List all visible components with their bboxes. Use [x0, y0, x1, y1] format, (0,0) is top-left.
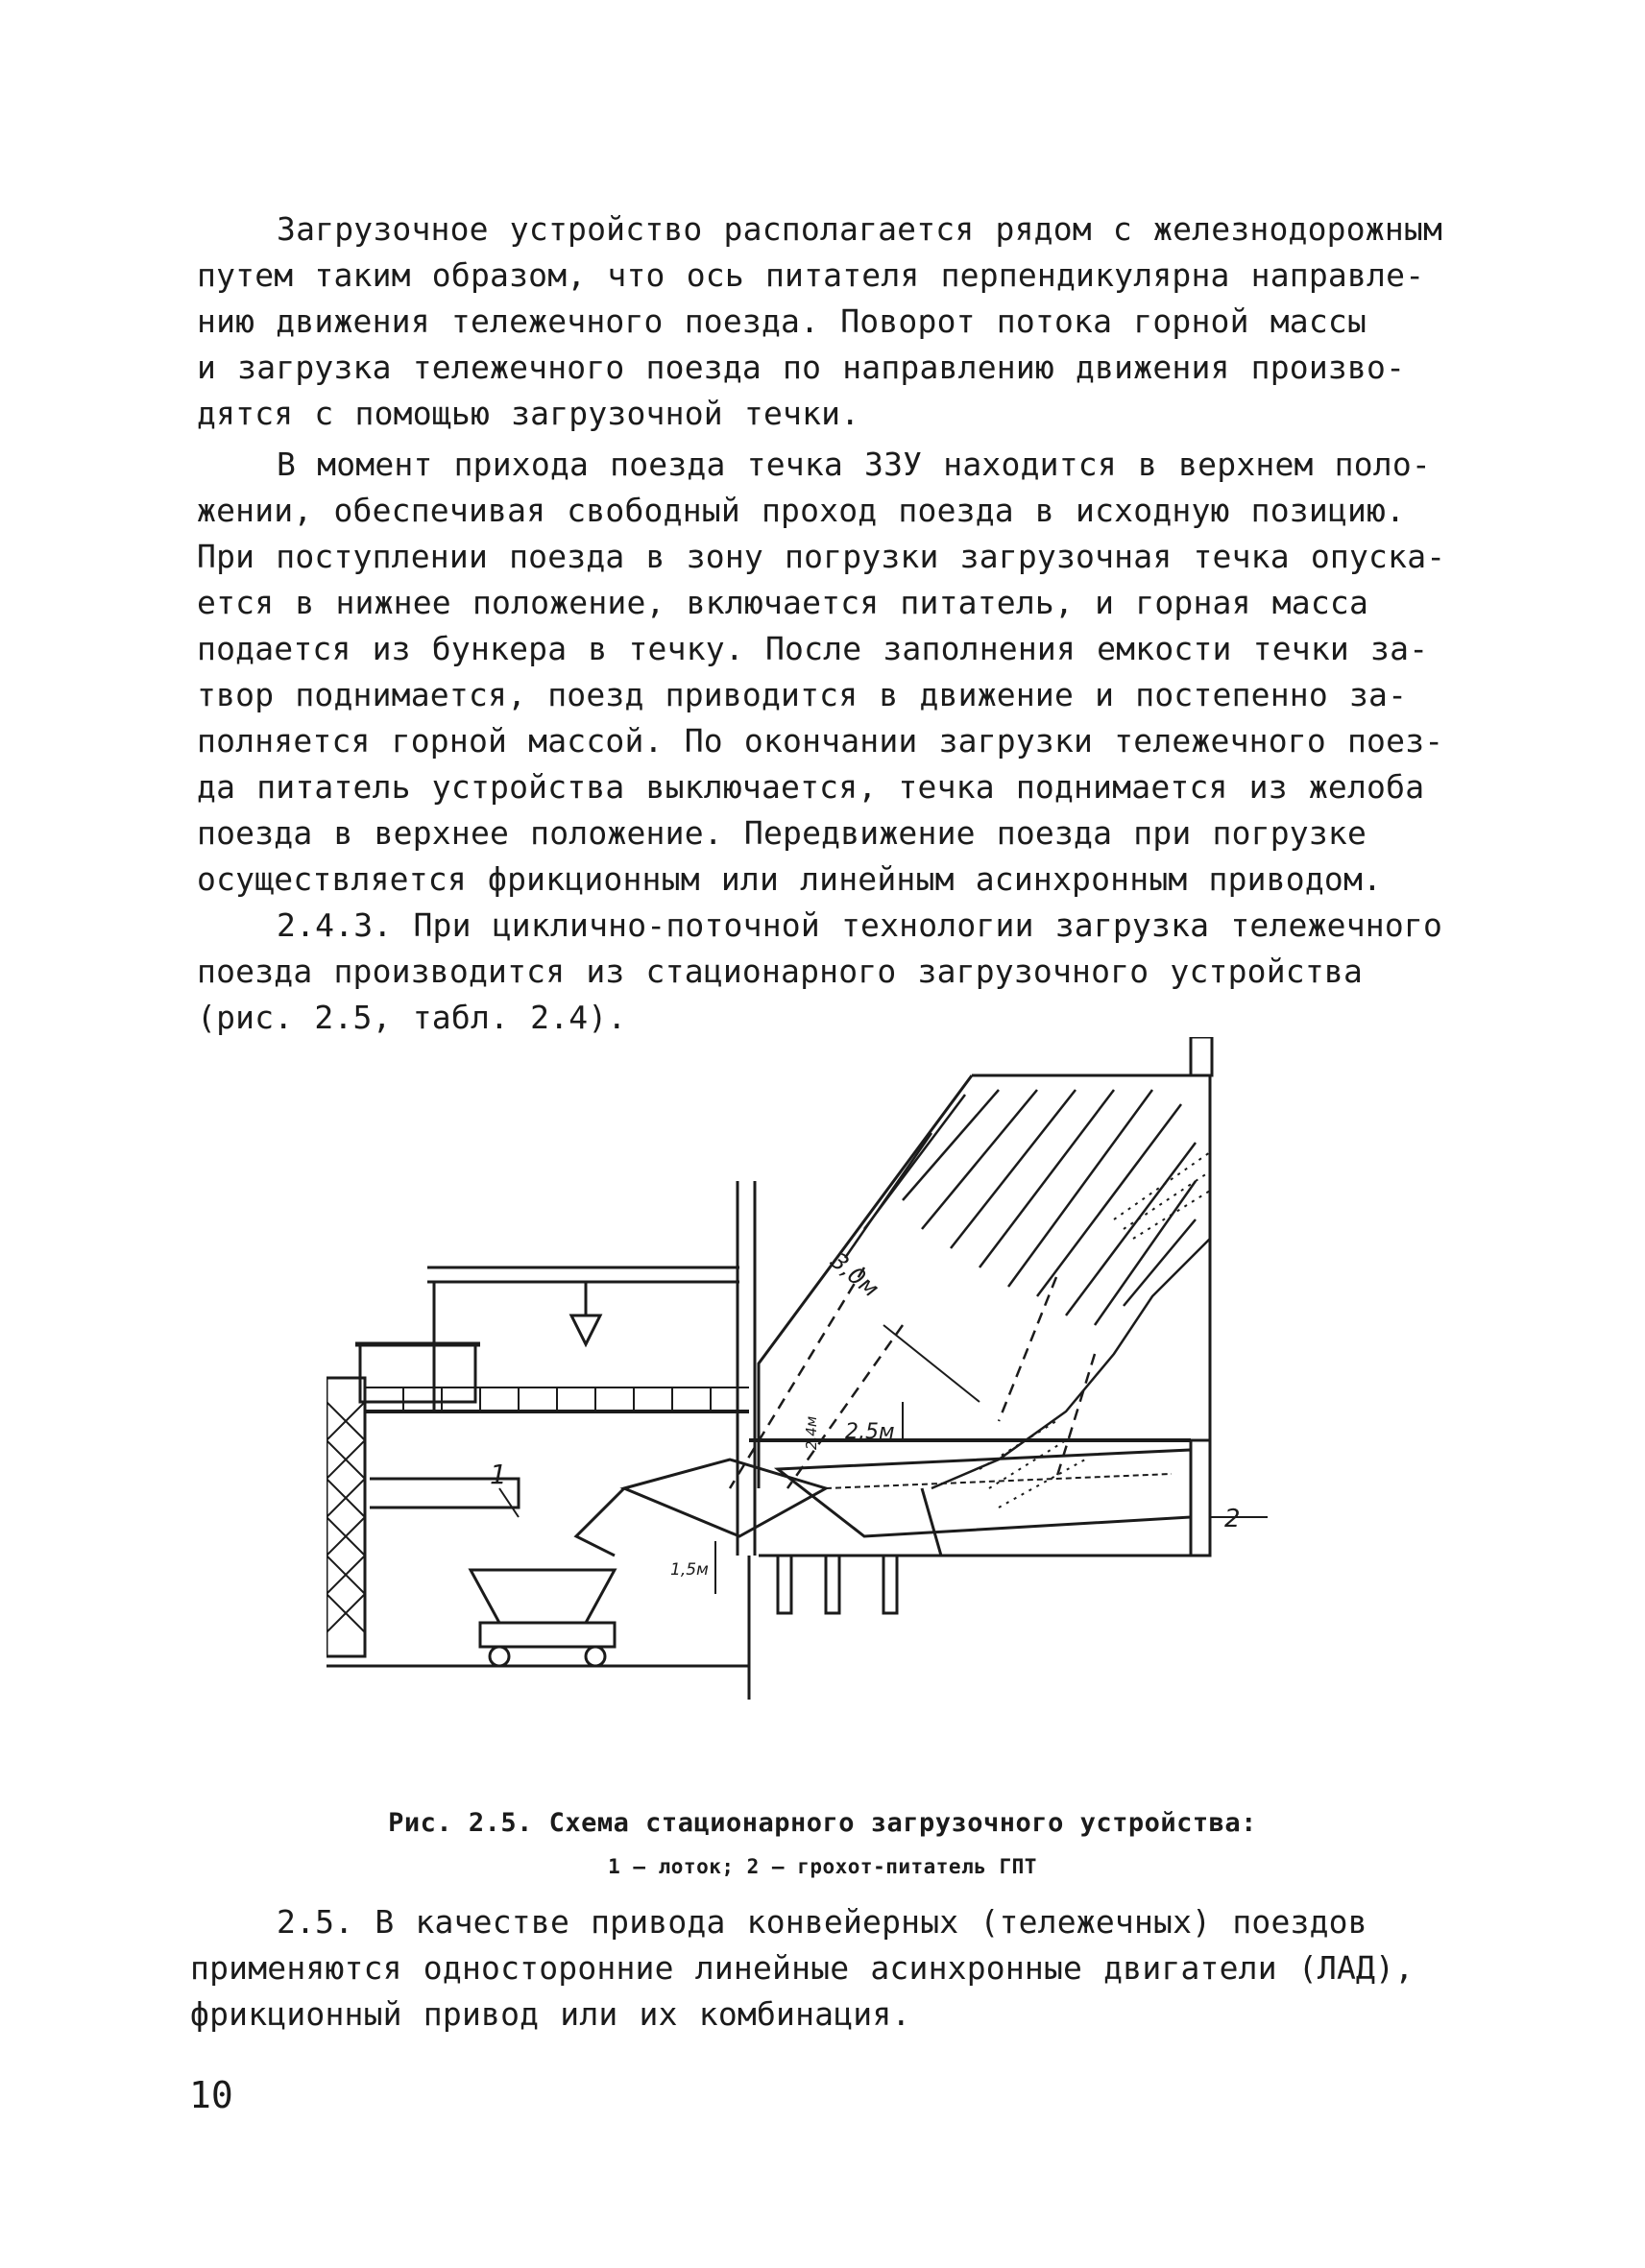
text-line: фрикционный привод или их комбинация. — [190, 1995, 911, 2033]
feeder-tray — [778, 1450, 1191, 1536]
text-line: нию движения тележечного поезда. Поворот потока горной массы — [197, 302, 1367, 340]
text-line: 2.5. В качестве привода конвейерных (тележечных) поездов — [277, 1903, 1367, 1941]
callout-label-1: 1 — [490, 1459, 507, 1490]
text-line: поезда производится из стационарного загрузочного устройства — [197, 953, 1364, 990]
slope-hatching — [845, 1090, 1196, 1325]
dimension-label-2-4m: 2,4м — [803, 1415, 820, 1450]
wagon-bogie — [480, 1623, 615, 1647]
top-post — [1191, 1037, 1212, 1075]
pile — [826, 1556, 839, 1613]
text-line: применяются односторонние линейные асинхронные двигатели (ЛАД), — [190, 1949, 1415, 1987]
pile — [883, 1556, 897, 1613]
figure-caption: Рис. 2.5. Схема стационарного загрузочного устройства: — [388, 1808, 1257, 1838]
text-line: При поступлении поезда в зону погрузки загрузочная течка опуска- — [197, 538, 1446, 575]
left-frame — [327, 1378, 365, 1656]
text-line: путем таким образом, что ось питателя перпендикулярна направле- — [197, 256, 1425, 294]
paragraph-4 — [190, 1899, 1458, 2038]
dim-3m-line — [883, 1325, 980, 1402]
text-line: ется в нижнее положение, включается питатель, и горная масса — [197, 584, 1369, 621]
wagon-wheel — [490, 1647, 509, 1666]
callout-1-leader — [499, 1488, 519, 1517]
text-line: подается из бункера в течку. После заполнения емкости течки за- — [197, 630, 1429, 667]
dimension-label-1-5m: 1,5м — [670, 1560, 709, 1580]
text-line: осуществляется фрикционным или линейным асинхронным приводом. — [197, 860, 1383, 898]
text-line: и загрузка тележечного поезда по направлению движения произво- — [197, 349, 1406, 386]
paragraph-1 — [197, 206, 1455, 437]
ground-right — [922, 1488, 1210, 1556]
paragraph-3 — [197, 903, 1455, 1041]
chute-outlet — [576, 1488, 624, 1556]
pile — [778, 1556, 791, 1613]
dimension-label-3m: 3,0м — [825, 1246, 884, 1303]
dashed-guides — [730, 1267, 1095, 1488]
left-frame-lattice — [327, 1402, 365, 1632]
text-line: В момент прихода поезда течка ЗЗУ находится в верхнем поло- — [277, 446, 1431, 483]
wagon-wheel — [586, 1647, 605, 1666]
text-line: (рис. 2.5, табл. 2.4). — [197, 999, 627, 1036]
text-line: поезда в верхнее положение. Передвижение поезда при погрузке — [197, 814, 1367, 852]
cabin — [360, 1344, 475, 1402]
chute-trough — [624, 1460, 826, 1536]
text-line: дятся с помощью загрузочной течки. — [197, 395, 860, 432]
text-line: полняется горной массой. По окончании загрузки тележечного поез- — [197, 722, 1444, 760]
text-line: 2.4.3. При циклично-поточной технологии загрузка тележечного — [277, 906, 1443, 944]
callout-label-2: 2 — [1224, 1505, 1241, 1533]
railing-posts — [403, 1387, 711, 1411]
crane-hook — [571, 1282, 600, 1344]
text-line: да питатель устройства выключается, течка поднимается из желоба — [197, 768, 1425, 806]
paragraph-2 — [197, 442, 1455, 903]
dimension-label-2-5m: 2,5м — [845, 1420, 895, 1444]
text-line: твор поднимается, поезд приводится в движение и постепенно за- — [197, 676, 1408, 713]
text-line: Загрузочное устройство располагается рядом с железнодорожным — [277, 210, 1443, 248]
text-line: жении, обеспечивая свободный проход поезда в исходную позицию. — [197, 492, 1406, 529]
screen-feeder — [826, 1474, 1172, 1488]
page-number: 10 — [189, 2074, 233, 2116]
loading-device-diagram — [327, 1037, 1268, 1786]
wagon-body — [471, 1570, 615, 1623]
figure-legend: 1 – лоток; 2 – грохот-питатель ГПТ — [608, 1855, 1037, 1878]
bunker-box — [1191, 1440, 1210, 1556]
